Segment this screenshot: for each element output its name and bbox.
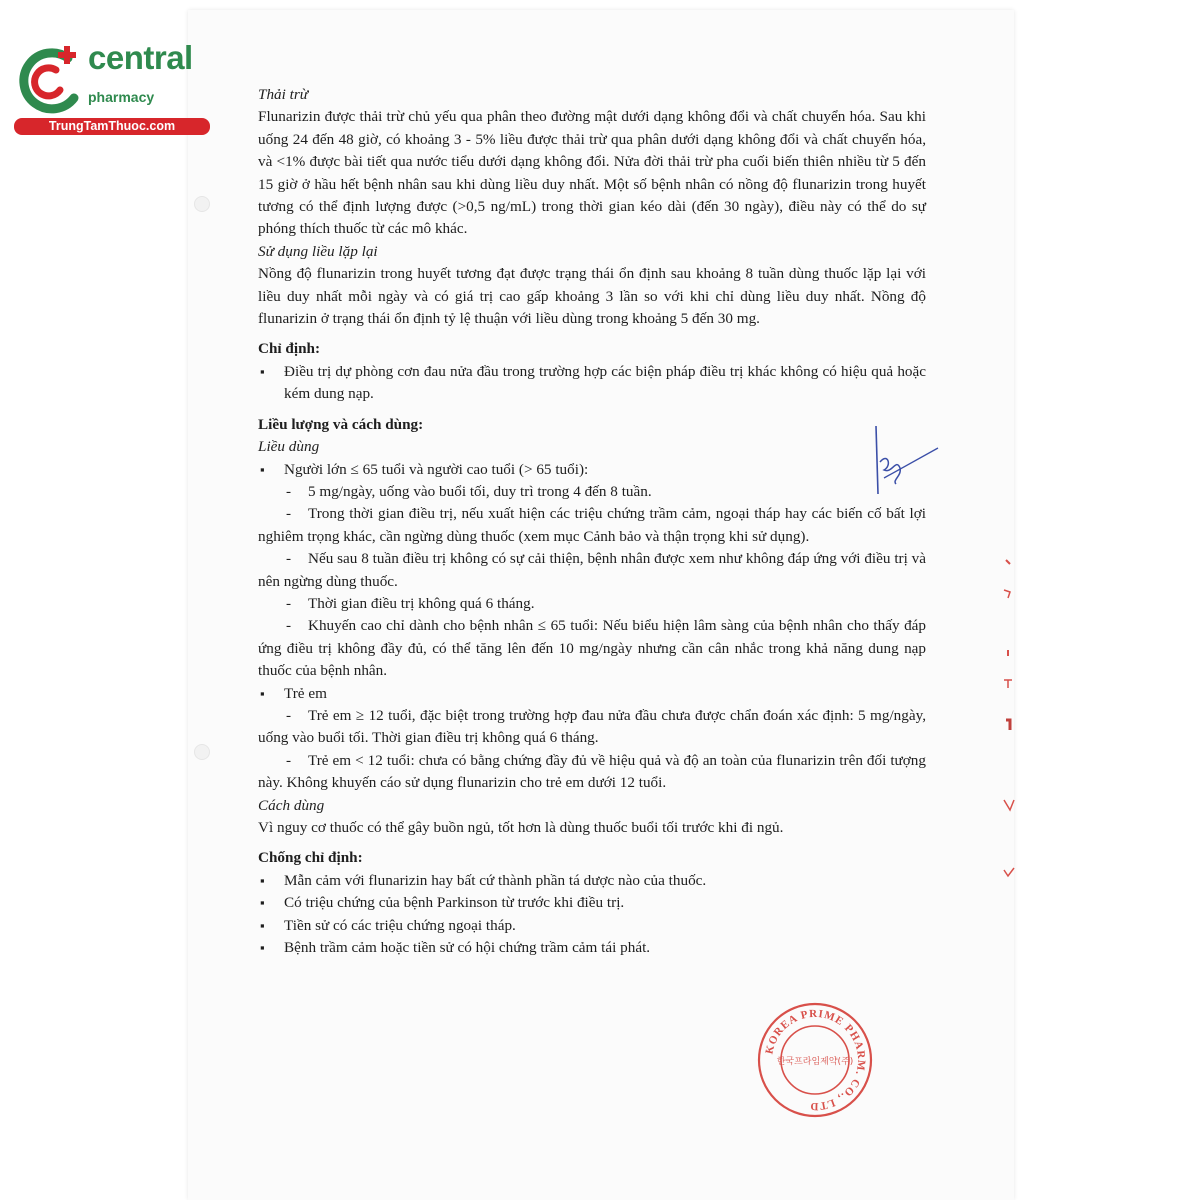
dash-item: - Trẻ em ≥ 12 tuổi, đặc biệt trong trường hợp đau nửa đầu chưa được chẩn đoán xác định: 5 mg/ngày, uống vào buổi tối. Thời gian điều trị không quá 6 tháng.	[258, 706, 926, 747]
dash-item: - Nếu sau 8 tuần điều trị không có sự cải thiện, bệnh nhân được xem như không đáp ứng với điều trị và nên ngừng dùng thuốc.	[258, 550, 926, 590]
list-item: ▪ Tiền sử có các triệu chứng ngoại tháp.	[258, 915, 926, 937]
list-item: ▪ Điều trị dự phòng cơn đau nửa đầu trong trường hợp các biện pháp điều trị khác không có hiệu quả hoặc kém dung nạp.	[258, 361, 926, 406]
handwritten-signature-icon	[862, 422, 942, 502]
stamp-ring-text: KOREA PRIME PHARM. CO., LTD	[763, 1007, 868, 1113]
stamp-inner-text: 한국프라임제약(주)	[776, 1057, 854, 1067]
list-item: ▪ Trẻ em	[258, 683, 926, 705]
document-content	[258, 84, 926, 959]
brand-site-badge[interactable]: TrungTamThuoc.com	[14, 118, 210, 135]
section-subtitle-lap-lai: Sử dụng liều lặp lại	[258, 242, 378, 260]
brand-subtitle: pharmacy	[88, 89, 155, 105]
dash-item-text: 5 mg/ngày, uống vào buổi tối, duy trì trong 4 đến 8 tuần.	[308, 482, 652, 500]
dash-item: - 5 mg/ngày, uống vào buổi tối, duy trì trong 4 đến 8 tuần.	[286, 482, 652, 500]
dash-item: - Thời gian điều trị không quá 6 tháng.	[286, 594, 535, 612]
list-item: ▪ Bệnh trầm cảm hoặc tiền sử có hội chứng trầm cảm tái phát.	[258, 937, 926, 959]
section-subtitle-lieu-dung: Liều dùng	[258, 438, 320, 456]
paragraph-lap-lai: Nồng độ flunarizin trong huyết tương đạt được trạng thái ổn định sau khoảng 8 tuần dùng thuốc lặp lại với liều duy nhất mỗi ngày và có giá trị cao gấp khoảng 3 lần so với khi chỉ dùng liều duy nhất. Nồng độ flunarizin ở trạng thái ổn định tỷ lệ thuận với liều dùng trong khoảng 5 đến 30 mg.	[258, 265, 926, 328]
dash-item: - Khuyến cao chỉ dành cho bệnh nhân ≤ 65 tuổi: Nếu biểu hiện lâm sàng của bệnh nhân cho thấy đáp ứng điều trị không đầy đủ, có thể tăng lên đến 10 mg/ngày nhưng cần cân nhắc trong khả năng dung nạp thuốc của bệnh nhân.	[258, 617, 926, 680]
list-item: ▪ Có triệu chứng của bệnh Parkinson từ trước khi điều trị.	[258, 892, 926, 914]
list-item: ▪ Người lớn ≤ 65 tuổi và người cao tuổi (> 65 tuổi):	[258, 459, 926, 481]
binder-hole	[194, 196, 210, 212]
binder-hole	[194, 744, 210, 760]
dash-item-text: Trẻ em < 12 tuổi: chưa có bằng chứng đầy đủ về hiệu quả và độ an toàn của flunarizin trên đối tượng này. Không khuyến cáo sử dụng flunarizin cho trẻ em dưới 12 tuổi.	[258, 751, 926, 792]
dash-item-text: Khuyến cao chỉ dành cho bệnh nhân ≤ 65 tuổi: Nếu biểu hiện lâm sàng của bệnh nhân cho thấy đáp ứng điều trị không đầy đủ, có thể tăng lên đến 10 mg/ngày nhưng cần cân nhắc trong khả năng dung nạp thuốc của bệnh nhân.	[258, 617, 926, 680]
heading-chi-dinh: Chỉ định:	[258, 340, 321, 358]
paragraph-cach-dung: Vì nguy cơ thuốc có thể gây buồn ngủ, tốt hơn là dùng thuốc buổi tối trước khi đi ngủ.	[258, 819, 784, 836]
section-subtitle-thai-tru: Thải trừ	[258, 86, 309, 103]
paragraph-thai-tru: Flunarizin được thải trừ chủ yếu qua phân theo đường mật dưới dạng không đổi và chất chuyển hóa. Sau khi uống 24 đến 48 giờ, có khoảng 3 - 5% liều được thải trừ qua phân dưới dạng không đổi và chất chuyển hóa, và <1% được bài tiết qua nước tiểu dưới dạng không đổi. Nửa đời thải trừ pha cuối biến thiên nhiều từ 5 đến 15 giờ ở hầu hết bệnh nhân sau khi dùng liều duy nhất. Một số bệnh nhân có nồng độ flunarizin trong huyết tương có thể định lượng được (>0,5 ng/mL) trong thời gian kéo dài (đến 30 ngày), điều này có thể do sự phóng thích thuốc từ các mô khác.	[258, 108, 926, 238]
dash-item-text: Trong thời gian điều trị, nếu xuất hiện các triệu chứng trầm cảm, ngoại tháp hay các biến cố bất lợi nghiêm trọng khác, cần ngừng dùng thuốc (xem mục Cảnh bảo và thận trọng khi sử dụng).	[258, 505, 926, 545]
section-subtitle-cach-dung: Cách dùng	[258, 796, 325, 814]
dash-item: - Trẻ em < 12 tuổi: chưa có bằng chứng đầy đủ về hiệu quả và độ an toàn của flunarizin trên đối tượng này. Không khuyến cáo sử dụng flunarizin cho trẻ em dưới 12 tuổi.	[258, 751, 926, 792]
dash-item-text: Nếu sau 8 tuần điều trị không có sự cải thiện, bệnh nhân được xem như không đáp ứng với điều trị và nên ngừng dùng thuốc.	[258, 550, 926, 590]
heading-lieu-luong: Liều lượng và cách dùng:	[258, 415, 424, 433]
heading-chong-chi-dinh: Chống chỉ định:	[258, 849, 363, 867]
brand-name: central	[88, 39, 193, 76]
company-stamp-icon	[755, 1000, 875, 1120]
list-item: ▪ Mẫn cảm với flunarizin hay bất cứ thành phần tá dược nào của thuốc.	[258, 870, 926, 892]
edge-marks-icon	[998, 540, 1018, 920]
dash-item: - Trong thời gian điều trị, nếu xuất hiện các triệu chứng trầm cảm, ngoại tháp hay các biến cố bất lợi nghiêm trọng khác, cần ngừng dùng thuốc (xem mục Cảnh bảo và thận trọng khi sử dụng).	[258, 505, 926, 545]
dash-item-text: Thời gian điều trị không quá 6 tháng.	[308, 594, 535, 612]
dash-item-text: Trẻ em ≥ 12 tuổi, đặc biệt trong trường hợp đau nửa đầu chưa được chẩn đoán xác định: 5 mg/ngày, uống vào buổi tối. Thời gian điều trị không quá 6 tháng.	[258, 706, 926, 747]
